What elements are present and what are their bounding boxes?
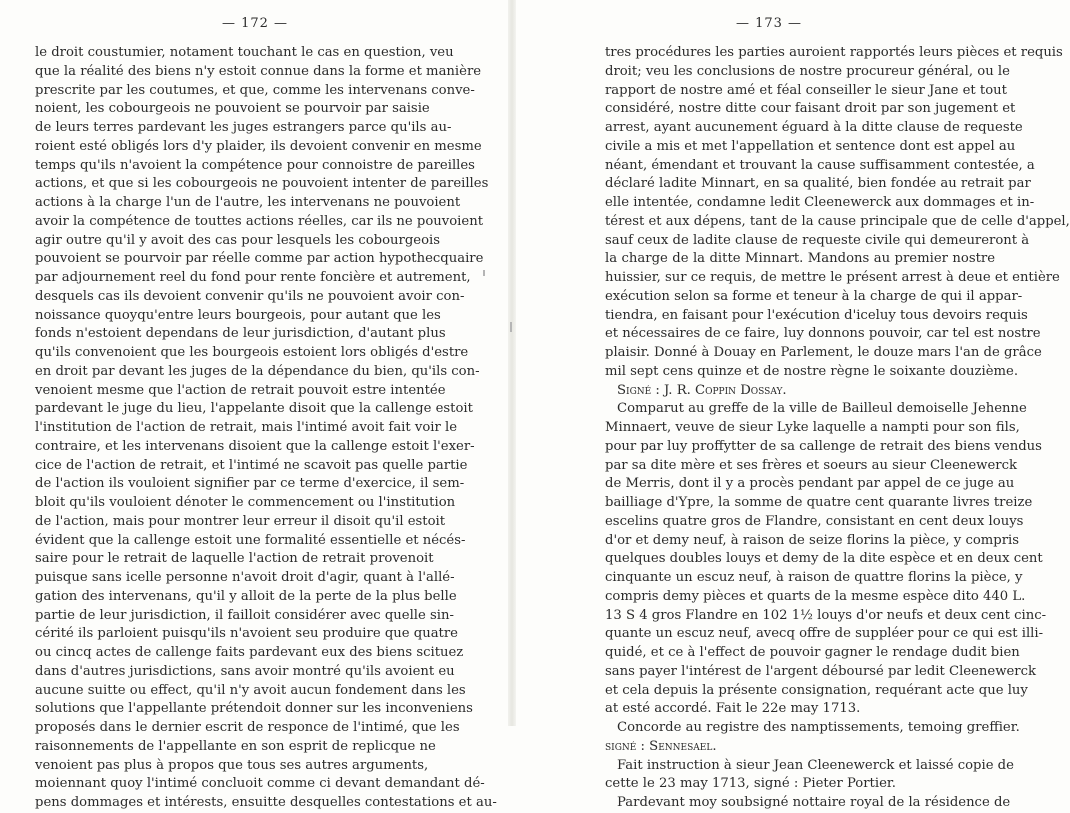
text-line: gation des intervenans, qu'il y alloit de la perte de la plus belle — [35, 588, 457, 604]
text-line: arrest, ayant aucunement éguard à la ditte clause de requeste — [605, 120, 1023, 135]
text-line: en droit par devant les juges de la dépendance du bien, qu'ils con- — [35, 363, 480, 379]
text-line: et nécessaires de ce faire, luy donnons pouvoir, car tel est nostre — [605, 326, 1041, 342]
text-line: actions, et que si les cobourgeois ne pouvoient intenter de pareilles — [35, 176, 489, 192]
text-line: partie de leur jurisdiction, il failloit considérer avec quelle sin- — [35, 607, 454, 623]
text-line: quante un escuz neuf, avecq offre de suppléer pour ce qui est illi- — [605, 626, 1044, 642]
text-line: puisque sans icelle personne n'avoit droit d'agir, quant à l'allé- — [35, 570, 455, 585]
text-line: Pardevant moy soubsigné nottaire royal de la résidence de — [617, 795, 1011, 810]
text-line: solutions que l'appellante prétendoit donner sur les inconveniens — [35, 701, 473, 717]
text-line: de leurs terres pardevant les juges estrangers parce qu'ils au- — [35, 120, 452, 135]
text-line: desquels cas ils devoient convenir qu'ils ne pouvoient avoir con- — [35, 288, 465, 304]
text-line: escelins quatre gros de Flandre, consistant en cent deux louys — [605, 513, 1024, 529]
text-line: par sa dite mère et ses frères et soeurs au sieur Cleenewerck — [605, 457, 1017, 473]
text-line: que la réalité des biens n'y estoit connue dans la forme et manière — [35, 63, 482, 79]
text-line: 13 S 4 gros Flandre en 102 1½ louys d'or neufs et deux cent cinc- — [605, 607, 1047, 623]
text-line: cette le 23 may 1713, signé : Pieter Portier. — [605, 776, 896, 792]
text-line: pardevant le juge du lieu, l'appelante disoit que la callenge estoit — [35, 401, 473, 417]
text-line: cinquante un escuz neuf, à raison de quattre florins la pièce, y — [605, 570, 1023, 585]
text-line: quelques doubles louys et demy de la dite espèce et en deux cent — [605, 551, 1043, 567]
text-line: évident que la callenge estoit une formalité essentielle et nécés- — [35, 532, 466, 548]
text-line: pens dommages et intérests, ensuitte desquelles contestations et au- — [35, 795, 497, 810]
text-line: civile a mis et met l'appellation et sentence dont est appel au — [605, 138, 1016, 154]
text-line: rapport de nostre amé et féal conseiller le sieur Jane et tout — [605, 82, 1007, 98]
text-line: prescrite par les coutumes, et que, comme les intervenans conve- — [35, 82, 475, 98]
text-line: noissance quoyqu'entre leurs bourgeois, pour autant que les — [35, 307, 441, 323]
text-line: par adjournement reel du fond pour rente foncière et autrement, — [35, 270, 471, 285]
text-line: huissier, sur ce requis, de mettre le présent arrest à deue et entière — [605, 270, 1060, 285]
right-page-text — [605, 44, 1070, 813]
text-line: dans d'autres jurisdictions, sans avoir montré qu'ils avoient eu — [35, 663, 455, 679]
text-line: avoir la compétence de touttes actions réelles, car ils ne pouvoient — [35, 213, 483, 229]
text-line: proposés dans le dernier escrit de responce de l'intimé, que les — [35, 720, 460, 735]
text-line: pour par luy proffytter de sa callenge de retrait des biens vendus — [605, 438, 1042, 454]
text-line: tres procédures les parties auroient rapportés leurs pièces et requis — [605, 45, 1063, 60]
text-line: plaisir. Donné à Douay en Parlement, le douze mars l'an de grâce — [605, 345, 1042, 360]
text-line: Comparut au greffe de la ville de Bailleul demoiselle Jehenne — [617, 401, 1027, 417]
text-line: Fait instruction à sieur Jean Cleenewerck et laissé copie de — [617, 757, 1014, 773]
text-line: compris demy pièces et quarts de la mesme espèce dito 440 L. — [605, 588, 1026, 604]
scan-speck — [483, 270, 485, 276]
text-line: venoient pas plus à propos que tous ses autres arguments, — [35, 757, 429, 773]
text-line: actions à la charge l'un de l'autre, les intervenans ne pouvoient — [35, 195, 461, 210]
text-line: sauf ceux de ladite clause de requeste civile qui demeureront à — [605, 232, 1030, 248]
text-line: tiendra, en faisant pour l'exécution d'iceluy tous devoirs requis — [605, 307, 1028, 323]
text-line: de l'action, mais pour montrer leur erreur il disoit qu'il estoit — [35, 513, 446, 529]
text-line: l'institution de l'action de retrait, mais l'intimé avoit fait voir le — [35, 420, 458, 435]
text-line: cice de l'action de retrait, et l'intimé ne scavoit pas quelle partie — [35, 457, 468, 473]
text-line: déclaré ladite Minnart, en sa qualité, bien fondée au retrait par — [605, 176, 1031, 192]
text-line: de l'action ils vouloient signifier par ce terme d'exercice, il sem- — [35, 476, 465, 492]
text-line: droit; veu les conclusions de nostre procureur général, ou le — [605, 63, 1010, 79]
page-number-right: — 173 — — [735, 16, 803, 31]
text-line: le droit coustumier, notament touchant le cas en question, veu — [35, 45, 454, 60]
left-page — [0, 0, 510, 810]
text-line: aucune suitte ou effect, qu'il n'y avoit aucun fondement dans les — [35, 682, 466, 698]
text-line: la charge de la ditte Minnart. Mandons au premier nostre — [605, 251, 995, 267]
signature-line: Signé : J. R. Coppin Dossay. — [617, 382, 787, 398]
text-line: bailliage d'Ypre, la somme de quatre cent quarante livres treize — [605, 495, 1033, 510]
signature-line: signé : Sennesael. — [605, 738, 717, 754]
text-line: ou cincq actes de callenge faits pardevant eux des biens scituez — [35, 645, 464, 660]
text-line: qu'ils convenoient que les bourgeois estoient lors obligés d'estre — [35, 345, 469, 360]
right-page — [514, 0, 1070, 810]
scan-speck — [510, 322, 512, 332]
text-line: exécution selon sa forme et teneur à la charge de qui il appar- — [605, 288, 1023, 304]
text-line: bloit qu'ils vouloient dénoter le commencement ou l'institution — [35, 495, 456, 510]
text-line: d'or et demy neuf, à raison de seize florins la pièce, y compris — [605, 532, 1020, 548]
text-line: sans payer l'intérest de l'argent déboursé par ledit Cleenewerck — [605, 663, 1036, 679]
text-line: considéré, nostre ditte cour faisant droit par son jugement et — [605, 101, 1016, 117]
text-line: mil sept cens quinze et de nostre règne le soixante douzième. — [605, 363, 1019, 379]
text-line: fonds n'estoient dependans de leur jurisdiction, d'autant plus — [35, 326, 446, 342]
text-line: agir outre qu'il y avoit des cas pour lesquels les cobourgeois — [35, 232, 440, 248]
text-line: néant, émendant et trouvant la cause suffisamment contestée, a — [605, 157, 1035, 173]
page-number-left: — 172 — — [221, 16, 289, 31]
left-page-text — [35, 44, 497, 813]
text-line: quidé, et ce à l'effect de pouvoir gagner le rendage dudit bien — [605, 645, 1020, 660]
text-line: at esté accordé. Fait le 22e may 1713. — [605, 701, 861, 717]
text-line: venoient mesme que l'action de retrait pouvoit estre intentée — [35, 382, 446, 398]
text-line: cérité ils parloient puisqu'ils n'avoient seu produire que quatre — [35, 626, 458, 642]
text-line: raisonnements de l'appellante en son esprit de replicque ne — [35, 738, 436, 754]
text-line: noient, les cobourgeois ne pouvoient se pourvoir par saisie — [35, 101, 430, 117]
text-line: térest et aux dépens, tant de la cause principale que de celle d'appel, — [605, 213, 1070, 229]
text-line: et cela depuis la présente consignation, requérant acte que luy — [605, 682, 1028, 698]
text-line: roient esté obligés lors d'y plaider, ils devoient convenir en mesme — [35, 138, 482, 154]
text-line: contraire, et les intervenans disoient que la callenge estoit l'exer- — [35, 438, 475, 454]
text-line: moiennant quoy l'intimé concluoit comme ci devant demandant dé- — [35, 776, 485, 792]
text-line: Minnaert, veuve de sieur Lyke laquelle a nampti pour son fils, — [605, 420, 1020, 435]
text-line: de Merris, dont il y a procès pendant par appel de ce juge au — [605, 476, 1015, 492]
text-line: temps qu'ils n'avoient la compétence pour connoistre de pareilles — [35, 157, 475, 173]
text-line: Concorde au registre des namptissements, temoing greffier. — [617, 720, 1020, 735]
text-line: pouvoient se pourvoir par réelle comme par action hypothecquaire — [35, 251, 484, 267]
text-line: saire pour le retrait de laquelle l'action de retrait provenoit — [35, 551, 434, 567]
text-line: elle intentée, condamne ledit Cleenewerck aux dommages et in- — [605, 195, 1035, 210]
